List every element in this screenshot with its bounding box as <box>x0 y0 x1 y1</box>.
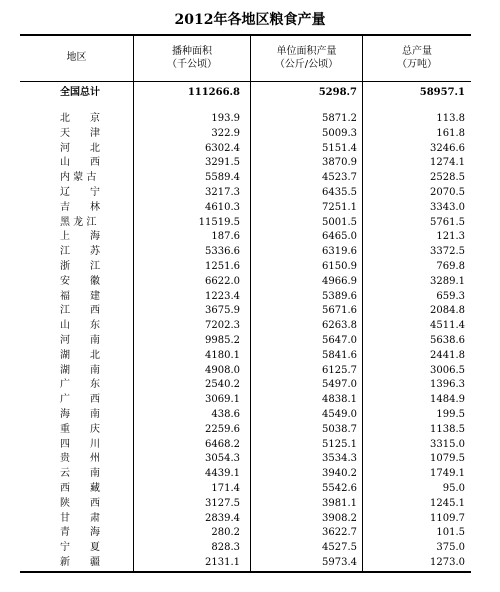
yield-value: 6263.8 <box>322 320 357 331</box>
sown-area-value: 4610.3 <box>205 202 240 213</box>
production-value: 2528.5 <box>430 172 465 183</box>
production-value: 1245.1 <box>430 498 465 509</box>
production-value: 2441.8 <box>430 350 465 361</box>
sown-area-value: 3217.3 <box>205 187 240 198</box>
sown-area-value: 2131.1 <box>205 557 240 568</box>
region-name: 吉 林 <box>60 202 100 213</box>
sown-area-value: 5336.6 <box>205 246 240 257</box>
region-name: 山 东 <box>60 320 100 331</box>
sown-area-value: 4180.1 <box>205 350 240 361</box>
yield-value: 4838.1 <box>322 394 357 405</box>
sown-area-value: 438.6 <box>211 409 240 420</box>
sown-area-value: 6468.2 <box>205 439 240 450</box>
header-rule <box>20 81 471 82</box>
sown-area-value: 4908.0 <box>205 365 240 376</box>
yield-value: 5647.0 <box>322 335 357 346</box>
header-sown-area-unit: （千公顷） <box>167 59 217 70</box>
region-name: 甘 肃 <box>60 513 100 524</box>
region-name: 辽 宁 <box>60 187 100 198</box>
region-name: 浙 江 <box>60 261 100 272</box>
production-value: 769.8 <box>436 261 465 272</box>
production-value: 1273.0 <box>430 557 465 568</box>
region-name: 江 苏 <box>60 246 100 257</box>
sown-area-value: 11519.5 <box>198 217 240 228</box>
production-value: 2070.5 <box>430 187 465 198</box>
sown-area-value: 828.3 <box>211 542 240 553</box>
yield-value: 5125.1 <box>322 439 357 450</box>
sown-area-value: 7202.3 <box>205 320 240 331</box>
header-production-unit: （万吨） <box>397 59 437 70</box>
sown-area-value: 4439.1 <box>205 468 240 479</box>
yield-value: 5497.0 <box>322 379 357 390</box>
total-production: 58957.1 <box>419 87 465 98</box>
total-name: 全国总计 <box>60 87 100 98</box>
sown-area-value: 9985.2 <box>205 335 240 346</box>
region-name: 重 庆 <box>60 424 100 435</box>
region-name: 海 南 <box>60 409 100 420</box>
production-value: 4511.4 <box>430 320 465 331</box>
yield-value: 7251.1 <box>322 202 357 213</box>
yield-value: 6319.6 <box>322 246 357 257</box>
yield-value: 5038.7 <box>322 424 357 435</box>
production-value: 5761.5 <box>430 217 465 228</box>
production-value: 1484.9 <box>430 394 465 405</box>
region-name: 湖 南 <box>60 365 100 376</box>
region-name: 内 蒙 古 <box>60 172 97 183</box>
region-name: 福 建 <box>60 291 100 302</box>
sown-area-value: 280.2 <box>211 527 240 538</box>
sown-area-value: 5589.4 <box>205 172 240 183</box>
header-yield-label: 单位面积产量 <box>276 46 337 57</box>
yield-value: 3908.2 <box>322 513 357 524</box>
sown-area-value: 187.6 <box>211 231 240 242</box>
sown-area-value: 2540.2 <box>205 379 240 390</box>
yield-value: 5001.5 <box>322 217 357 228</box>
region-name: 江 西 <box>60 305 100 316</box>
yield-value: 6125.7 <box>322 365 357 376</box>
region-name: 陕 西 <box>60 498 100 509</box>
yield-value: 5151.4 <box>322 143 357 154</box>
region-name: 云 南 <box>60 468 100 479</box>
sown-area-value: 193.9 <box>211 113 240 124</box>
sown-area-value: 3291.5 <box>205 157 240 168</box>
yield-value: 5841.6 <box>322 350 357 361</box>
production-value: 659.3 <box>436 291 465 302</box>
yield-value: 5973.4 <box>322 557 357 568</box>
bottom-rule <box>20 571 471 573</box>
production-value: 3246.6 <box>430 143 465 154</box>
production-value: 1749.1 <box>430 468 465 479</box>
production-value: 5638.6 <box>430 335 465 346</box>
production-value: 1274.1 <box>430 157 465 168</box>
total-yield: 5298.7 <box>318 87 357 98</box>
production-value: 3289.1 <box>430 276 465 287</box>
production-value: 121.3 <box>436 231 465 242</box>
total-area: 111266.8 <box>187 87 240 98</box>
region-name: 河 南 <box>60 335 100 346</box>
sown-area-value: 2839.4 <box>205 513 240 524</box>
sown-area-value: 3054.3 <box>205 453 240 464</box>
yield-value: 4527.5 <box>322 542 357 553</box>
sown-area-value: 6622.0 <box>205 276 240 287</box>
region-name: 北 京 <box>60 113 100 124</box>
sown-area-value: 3675.9 <box>205 305 240 316</box>
production-value: 101.5 <box>436 527 465 538</box>
production-value: 3006.5 <box>430 365 465 376</box>
production-value: 199.5 <box>436 409 465 420</box>
yield-value: 4549.0 <box>322 409 357 420</box>
region-name: 新 疆 <box>60 557 100 568</box>
region-name: 宁 夏 <box>60 542 100 553</box>
yield-value: 6435.5 <box>322 187 357 198</box>
sown-area-value: 171.4 <box>211 483 240 494</box>
sown-area-value: 1223.4 <box>205 291 240 302</box>
yield-value: 3940.2 <box>322 468 357 479</box>
header-yield-per-area <box>251 45 362 71</box>
production-value: 1109.7 <box>430 513 465 524</box>
production-value: 1138.5 <box>430 424 465 435</box>
yield-value: 5871.2 <box>322 113 357 124</box>
yield-value: 3870.9 <box>322 157 357 168</box>
production-value: 3372.5 <box>430 246 465 257</box>
region-name: 天 津 <box>60 128 100 139</box>
sown-area-value: 3127.5 <box>205 498 240 509</box>
region-name: 山 西 <box>60 157 100 168</box>
yield-value: 3622.7 <box>322 527 357 538</box>
yield-value: 4966.9 <box>322 276 357 287</box>
production-value: 161.8 <box>436 128 465 139</box>
production-value: 3343.0 <box>430 202 465 213</box>
top-rule <box>20 34 471 36</box>
region-name: 西 藏 <box>60 483 100 494</box>
yield-value: 5389.6 <box>322 291 357 302</box>
region-name: 四 川 <box>60 439 100 450</box>
header-region-label: 地区 <box>66 52 87 63</box>
header-total-production <box>363 45 471 71</box>
production-value: 95.0 <box>442 483 465 494</box>
region-name: 广 东 <box>60 379 100 390</box>
sown-area-value: 2259.6 <box>205 424 240 435</box>
header-sown-area <box>134 45 250 71</box>
sown-area-value: 1251.6 <box>205 261 240 272</box>
header-region <box>20 51 133 64</box>
production-value: 3315.0 <box>430 439 465 450</box>
yield-value: 3534.3 <box>322 453 357 464</box>
region-name: 上 海 <box>60 231 100 242</box>
region-name: 湖 北 <box>60 350 100 361</box>
region-name: 安 徽 <box>60 276 100 287</box>
production-value: 375.0 <box>436 542 465 553</box>
region-name: 青 海 <box>60 527 100 538</box>
production-value: 1396.3 <box>430 379 465 390</box>
header-sown-area-label: 播种面积 <box>172 46 212 57</box>
region-name: 广 西 <box>60 394 100 405</box>
yield-value: 5009.3 <box>322 128 357 139</box>
region-name: 贵 州 <box>60 453 100 464</box>
table-title: 2012年各地区粮食产量 <box>174 12 326 28</box>
production-value: 2084.8 <box>430 305 465 316</box>
yield-value: 5671.6 <box>322 305 357 316</box>
production-value: 113.8 <box>436 113 465 124</box>
sown-area-value: 3069.1 <box>205 394 240 405</box>
sown-area-value: 6302.4 <box>205 143 240 154</box>
region-name: 河 北 <box>60 143 100 154</box>
yield-value: 3981.1 <box>322 498 357 509</box>
production-value: 1079.5 <box>430 453 465 464</box>
yield-value: 5542.6 <box>322 483 357 494</box>
header-production-label: 总产量 <box>402 46 432 57</box>
header-yield-unit: （公斤/公顷） <box>274 59 339 70</box>
yield-value: 6150.9 <box>322 261 357 272</box>
yield-value: 4523.7 <box>322 172 357 183</box>
region-name: 黑 龙 江 <box>60 217 97 228</box>
yield-value: 6465.0 <box>322 231 357 242</box>
sown-area-value: 322.9 <box>211 128 240 139</box>
